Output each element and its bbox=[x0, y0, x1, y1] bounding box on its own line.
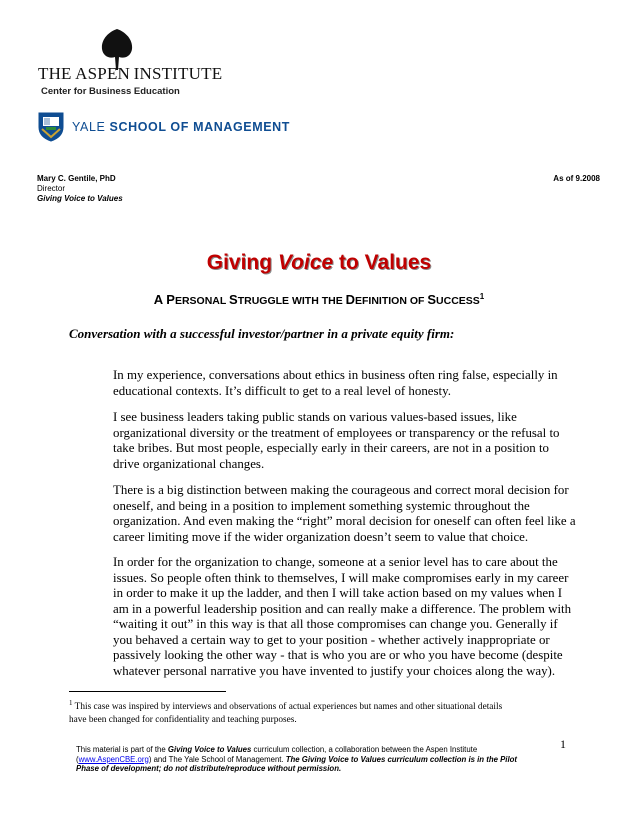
yale-shield-icon bbox=[38, 112, 64, 142]
footnote-line: have been changed for confidentiality and teaching purposes. bbox=[69, 715, 297, 725]
title-emphasis: Voice bbox=[277, 251, 334, 274]
footer-line bbox=[76, 755, 517, 765]
text-line: passively looking the other way - that is who you are or who you have become (despite bbox=[113, 648, 563, 662]
footer-text: ( bbox=[76, 754, 79, 764]
text-line: educational contexts. It’s difficult to get to a real level of honesty. bbox=[113, 383, 451, 398]
text-line: oneself, and being in a position to implement something systemic throughout the bbox=[113, 498, 530, 513]
text-line: organization. And even making the “right” moral decision for oneself can often feel like a bbox=[113, 514, 576, 528]
text-line: career limiting move if the wider organization doesn’t seem to value that choice. bbox=[113, 529, 529, 544]
text-line: in order to make it up the ladder, and then I will take action based on my values when I bbox=[113, 586, 563, 600]
aspen-subtitle: Center for Business Education bbox=[41, 86, 180, 97]
text-line: you behaved a certain way to get to your position - whether actively inappropriate or bbox=[113, 632, 550, 647]
page-number: 1 bbox=[560, 737, 566, 751]
text-line: In order for the organization to change, someone at a senior level has to care about the bbox=[113, 555, 558, 569]
paragraph-4 bbox=[113, 555, 573, 679]
title-part-1: Giving bbox=[206, 251, 278, 274]
footer-text: ) and The Yale School of Management. bbox=[148, 754, 286, 764]
aspen-name: THE ASPEN INSTITUTE bbox=[38, 64, 223, 83]
text-line: I see business leaders taking public stands on various values-based issues, like bbox=[113, 410, 517, 424]
subtitle bbox=[0, 291, 638, 309]
text-line: In my experience, conversations about ethics in business often ring false, especially in bbox=[113, 368, 558, 382]
subtitle-smallcaps: TRUGGLE WITH THE bbox=[237, 295, 346, 307]
page-title bbox=[0, 251, 638, 275]
footnote-mark: 1 bbox=[69, 699, 73, 707]
footer-notice bbox=[76, 745, 517, 774]
yale-som-wordmark bbox=[72, 120, 290, 134]
subtitle-cap: S bbox=[229, 292, 238, 307]
document-date: As of 9.2008 bbox=[553, 174, 600, 183]
footnote-reference[interactable]: 1 bbox=[479, 292, 485, 301]
subtitle-cap: S bbox=[427, 292, 437, 307]
footer-pilot-notice: The Giving Voice to Values curriculum collection is in the Pilot bbox=[285, 754, 517, 764]
author-role: Director bbox=[37, 184, 66, 193]
footer-line bbox=[76, 745, 517, 755]
program-name: Giving Voice to Values bbox=[37, 194, 123, 203]
subtitle-smallcaps: UCCESS bbox=[436, 295, 480, 307]
footer-text: This material is part of the bbox=[76, 745, 168, 754]
text-line: whatever personal narrative you have invented to justify your choices along the way). bbox=[113, 663, 556, 678]
yale-school-name: SCHOOL OF MANAGEMENT bbox=[109, 120, 291, 134]
subtitle-smallcaps: ERSONAL bbox=[174, 295, 230, 307]
subtitle-cap: P bbox=[166, 292, 175, 307]
text-line: take bribes. But most people, especially early in their careers, are not in a position to bbox=[113, 441, 549, 455]
text-line: There is a big distinction between making the courageous and correct moral decision for bbox=[113, 483, 569, 497]
footer-line: Phase of development; do not distribute/reproduce without permission. bbox=[76, 764, 342, 773]
author-block bbox=[37, 174, 123, 204]
footnote bbox=[69, 697, 502, 727]
footnote-line bbox=[69, 697, 502, 714]
subtitle-smallcaps: EFINITION OF bbox=[355, 295, 428, 307]
subtitle-cap: A bbox=[153, 292, 167, 307]
subtitle-cap: D bbox=[345, 292, 356, 307]
paragraph-1 bbox=[113, 368, 573, 399]
footnote-text: This case was inspired by interviews and observations of actual experiences but names and other situational details bbox=[72, 702, 503, 712]
aspen-institute-logo bbox=[38, 28, 223, 100]
yale-prefix: YALE bbox=[72, 120, 110, 134]
paragraph-3 bbox=[113, 483, 576, 545]
text-line: “waiting it out” in this way is that all those compromises can change you. Generally if bbox=[113, 617, 558, 631]
text-line: organizational diversity or the treatment of employees or transparency or the refusal to bbox=[113, 425, 560, 440]
footer-text: curriculum collection, a collaboration between the Aspen Institute bbox=[251, 745, 478, 754]
footer-program: Giving Voice to Values bbox=[167, 745, 252, 754]
text-line: drive organizational changes. bbox=[113, 456, 265, 471]
author-name: Mary C. Gentile, PhD bbox=[37, 174, 116, 183]
aspen-cbe-link[interactable]: www.AspenCBE.org bbox=[78, 754, 149, 764]
yale-som-logo bbox=[38, 112, 298, 142]
footnote-divider bbox=[69, 691, 226, 692]
lead-heading: Conversation with a successful investor/partner in a private equity firm: bbox=[69, 326, 455, 341]
text-line: issues. So people often think to themselves, I will make compromises early in my career bbox=[113, 570, 569, 585]
text-line: am in a powerful leadership position and can really make a difference. The problem with bbox=[113, 601, 572, 616]
paragraph-2 bbox=[113, 410, 573, 472]
title-part-2: to Values bbox=[333, 251, 432, 274]
